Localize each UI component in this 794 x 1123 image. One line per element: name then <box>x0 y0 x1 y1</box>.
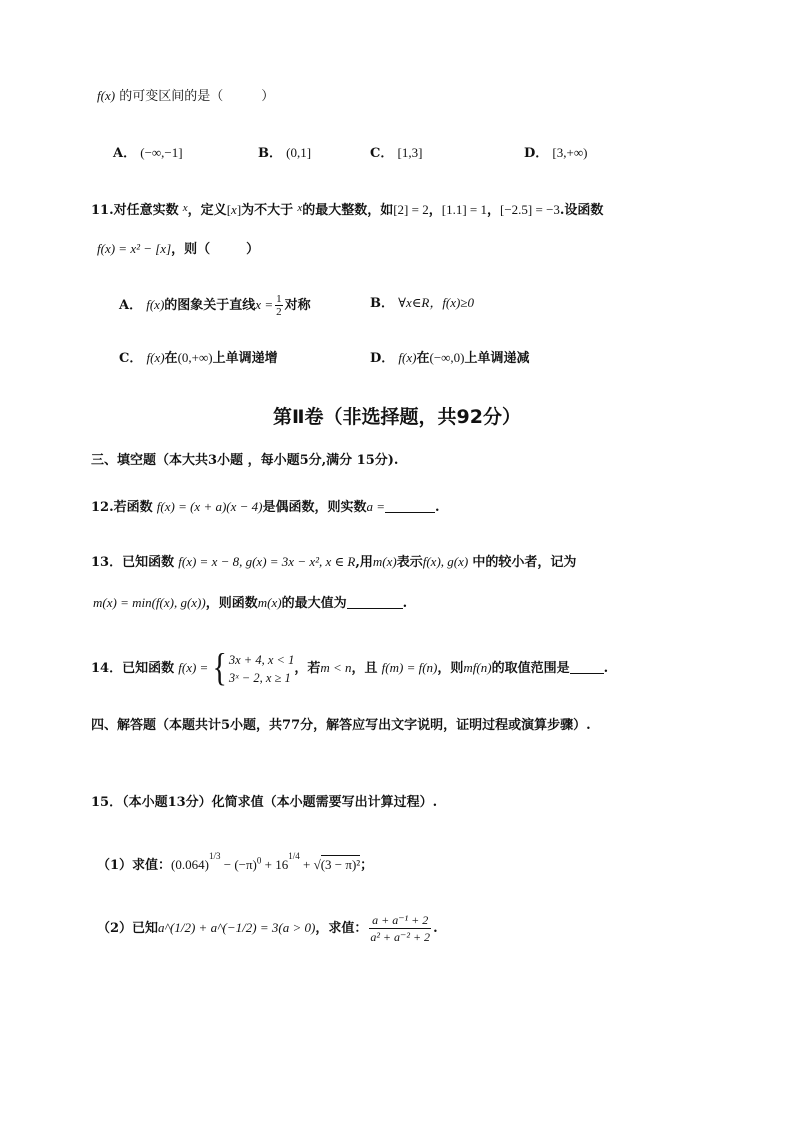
q10-option-c: C． [1,3] <box>370 145 423 161</box>
q11-stem-line1: 11.对任意实数 $^x$，定义[x]为不大于 $^x$的最大整数，如[2] = 2，[1.1] = 1，[−2.5] = −3.设函数 <box>91 202 604 218</box>
q11-option-b: B． ∀x∈R，f(x)≥0 <box>370 295 474 311</box>
q11-function: f(x) = x² − [x] <box>97 241 172 256</box>
q15-fraction: $\frac{\text{a + a⁻¹ + 2}}{\text{a² + a⁻² + 2}}$ <box>370 913 431 944</box>
q12-answer-blank[interactable] <box>385 498 435 513</box>
q10-option-d: D． [3,+∞) <box>524 145 588 161</box>
q13-number: 13． <box>91 555 123 570</box>
q14: 14．已知函数 f(x) = { 3x + 4, x < 1 3ˣ − 2, x ≥ 1 ，若m < n，且 f(m) = f(n)，则mf(n)的取值范围是 . <box>91 646 609 690</box>
q11-option-c: C． f(x)在(0,+∞)上单调递增 <box>119 350 278 366</box>
q12-number: 12. <box>91 500 114 515</box>
q10-option-b: B． (0,1] <box>258 145 312 161</box>
part4-heading: 四、解答题（本题共计5小题，共77分，解答应写出文字说明，证明过程或演算步骤）. <box>91 718 591 733</box>
q11-example-2: [1.1] = 1 <box>441 202 487 217</box>
q11-example-1: [2] = 2 <box>393 202 429 217</box>
q10-suffix: ） <box>261 89 275 104</box>
q13-line2: m(x) = min(f(x), g(x))，则函数m(x)的最大值为 . <box>93 595 408 611</box>
q10-option-a: A． (−∞,−1] <box>113 145 183 161</box>
sqrt-radicand: (3 − π)² <box>320 857 361 872</box>
q11-example-3: [−2.5] = −3 <box>500 202 560 217</box>
piecewise-brace: { <box>212 646 227 690</box>
q13-answer-blank[interactable] <box>347 594 403 609</box>
q14-number: 14． <box>91 661 123 676</box>
q10-prefix: 的可变区间的是（ <box>119 89 224 104</box>
q10-stem-tail <box>97 86 274 107</box>
q11-option-a: A． f(x)的图象关于直线x = $\frac{1}{2}$ 对称 <box>119 293 311 318</box>
piecewise-cases: 3x + 4, x < 1 3ˣ − 2, x ≥ 1 <box>228 652 295 685</box>
fraction-one-half: $\frac{1}{2}$ <box>276 293 282 318</box>
q10-function: f(x) <box>97 88 116 103</box>
q14-answer-blank[interactable] <box>570 659 604 674</box>
q12: 12.若函数 f(x) = (x + a)(x − 4)是偶函数，则实数a = . <box>91 499 440 515</box>
q11-option-d: D． f(x)在(−∞,0)上单调递减 <box>370 350 530 366</box>
part3-heading: 三、填空题（本大共3小题 ，每小题5分,满分 15分). <box>91 453 399 468</box>
q15-part1: （1）求值：$(0.064)^{1/3} - (-\pi)^0 + 16^{1/4} + √(3 - \pi)^2$； <box>97 851 374 873</box>
q15-stem: 15．（本小题13分）化简求值（本小题需要写出计算过程）. <box>91 795 438 810</box>
q13-line1: 13．已知函数 f(x) = x − 8, g(x) = 3x − x², x ∈ R,用m(x)表示f(x), g(x) 中的较小者，记为 <box>91 554 577 570</box>
q11-stem-line2: f(x) = x² − [x]，则（ ） <box>97 241 260 257</box>
q11-number: 11. <box>91 203 114 218</box>
q15-part2: （2）已知a^(1/2) + a^(−1/2) = 3(a > 0)，求值： $\frac{\text{a + a⁻¹ + 2}}{\text{a² + a⁻² + 2}}$ . <box>97 913 438 944</box>
q12-function: f(x) = (x + a)(x − 4) <box>156 499 263 514</box>
q15-number: 15． <box>91 795 123 810</box>
section-2-title: 第Ⅱ卷（非选择题，共92分） <box>273 406 521 428</box>
sqrt-symbol: √ <box>313 857 321 872</box>
